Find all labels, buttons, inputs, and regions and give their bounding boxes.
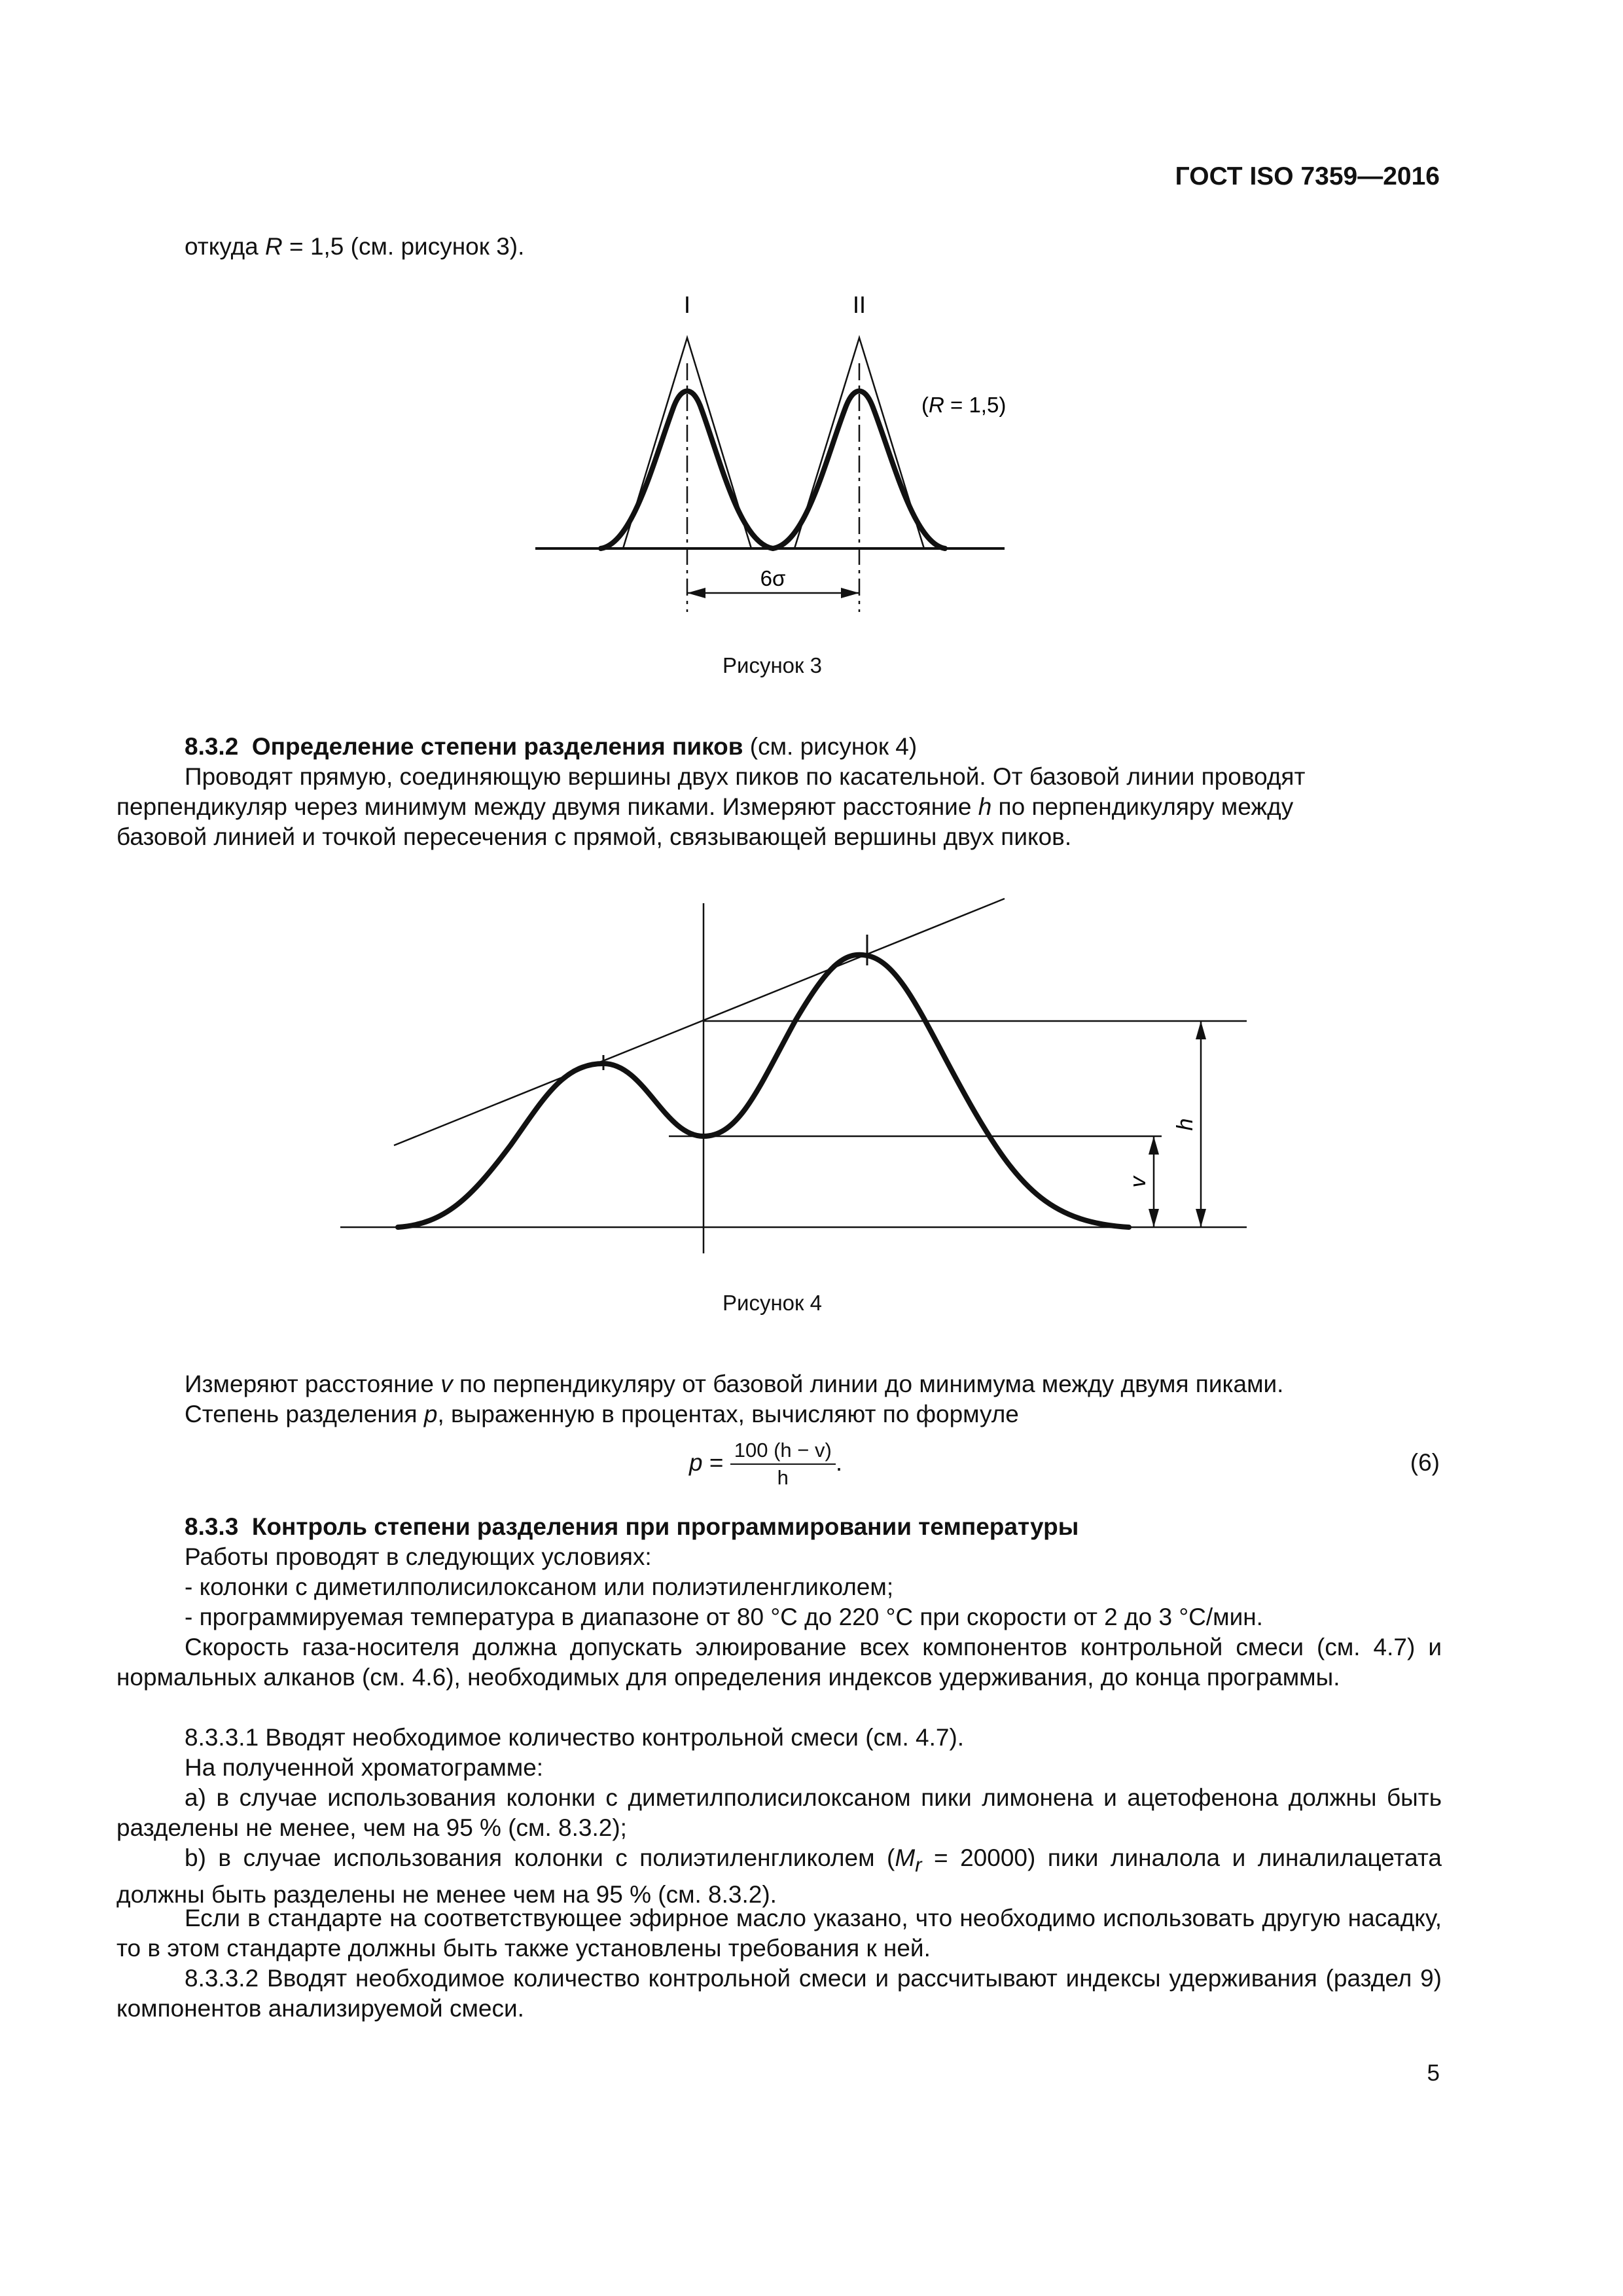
fig4-v-arrow-top <box>1149 1136 1159 1155</box>
figure-3-caption: Рисунок 3 <box>722 653 822 677</box>
section-8332: 8.3.3.2 Вводят необходимое количество контрольной смеси и рассчитывают индексы удерживания (раздел 9) компонентов анализируемой смеси. <box>116 1965 1442 2022</box>
fig3-peak1-label: I <box>683 291 691 318</box>
section-832-line3: базовой линией и точкой пересечения с прямой, связывающей вершины двух пиков. <box>116 823 1072 850</box>
figure-4-caption: Рисунок 4 <box>722 1291 822 1315</box>
formula-6: p = $\frac{100 (h - v)}{h}$ . <box>689 1439 843 1489</box>
fig3-annotation: (R = 1,5) <box>921 393 1007 417</box>
document-header: ГОСТ ISO 7359—2016 <box>1175 162 1440 190</box>
fig4-label-v: v <box>1126 1176 1150 1188</box>
formula-fraction: $\frac{100 (h - v)}{h}$ <box>730 1439 836 1490</box>
page-number: 5 <box>1427 2060 1440 2086</box>
intro-line: откуда R = 1,5 (см. рисунок 3). <box>185 233 525 260</box>
other-packing-paragraph: Если в стандарте на соответствующее эфирное масло указано, что необходимо использовать другую насадку, то в этом стандарте должны быть также установлены требования к ней. <box>116 1905 1442 1962</box>
section-832-line1: Проводят прямую, соединяющую вершины двух пиков по касательной. От базовой линии проводят <box>185 763 1306 790</box>
fig3-distance-label: 6σ <box>760 566 786 590</box>
section-832-line2: перпендикуляр через минимум между двумя пиками. Измеряют расстояние h по перпендикуляру между <box>116 793 1294 820</box>
section-8331: 8.3.3.1 Вводят необходимое количество контрольной смеси (см. 4.7). <box>185 1724 965 1751</box>
fig4-h-arrow-top <box>1196 1021 1206 1039</box>
fig4-tangent-line <box>394 899 1005 1145</box>
separation-degree-line: Степень разделения p, выраженную в процентах, вычисляют по формуле <box>185 1401 1019 1427</box>
formula-number: (6) <box>1410 1449 1440 1476</box>
fig4-h-arrow-bottom <box>1196 1209 1206 1227</box>
section-833-heading: 8.3.3 Контроль степени разделения при программировании температуры <box>185 1513 1079 1540</box>
fig4-v-arrow-bottom <box>1149 1209 1159 1227</box>
measure-v-line: Измеряют расстояние v по перпендикуляру от базовой линии до минимума между двумя пиками. <box>185 1371 1284 1397</box>
condition-item-2: - программируемая температура в диапазоне от 80 °С до 220 °С при скорости от 2 до 3 °С/мин. <box>185 1604 1263 1630</box>
chromatogram-line: На полученной хроматограмме: <box>185 1754 544 1781</box>
fig4-label-h: h <box>1173 1118 1198 1131</box>
carrier-gas-paragraph: Скорость газа-носителя должна допускать элюирование всех компонентов контрольной смеси (см. 4.7) и нормальных алканов (см. 4.6), необходимых для определения индексов удерживания, до конца программы. <box>116 1634 1442 1691</box>
condition-item-1: - колонки с диметилполисилоксаном или полиэтиленгликолем; <box>185 1573 894 1600</box>
fig3-peak2-label: II <box>852 291 866 318</box>
item-a-paragraph: a) в случае использования колонки с диметилполисилоксаном пики лимонена и ацетофенона должны быть разделены не менее, чем на 95 % (см. 8.3.2); <box>116 1784 1442 1841</box>
section-833-intro: Работы проводят в следующих условиях: <box>185 1543 652 1570</box>
section-832-heading: 8.3.2 Определение степени разделения пиков (см. рисунок 4) <box>185 733 918 760</box>
item-b-paragraph: b) в случае использования колонки с полиэтиленгликолем $(M_r = 20000)$ пики линалола и линалилацетата должны быть разделены не менее чем на 95 % (см. 8.3.2). <box>116 1844 1442 1909</box>
